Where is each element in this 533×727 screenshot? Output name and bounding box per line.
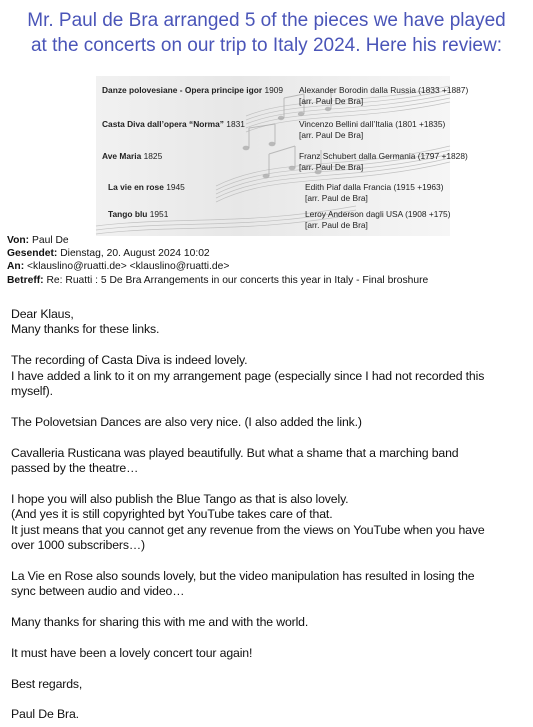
piece-year: 1909 bbox=[264, 85, 284, 95]
piece-year: 1945 bbox=[166, 182, 185, 192]
piece-title: Tango blu bbox=[108, 209, 148, 219]
body-line: Cavalleria Rusticana was played beautifully. But what a shame that a marching band bbox=[11, 445, 459, 460]
piece-arranger: [arr. Paul De Bra] bbox=[299, 130, 364, 140]
blue-tango-paragraph bbox=[11, 492, 531, 554]
body-line: The recording of Casta Diva is indeed lovely. bbox=[11, 353, 248, 368]
thanks-sharing-paragraph bbox=[11, 615, 531, 630]
piece-title: Danze polovesiane - Opera principe igor bbox=[102, 85, 263, 95]
to-value: <klauslino@ruatti.de> <klauslino@ruatti.de> bbox=[27, 261, 230, 273]
piece-title: Casta Diva dall’opera “Norma” bbox=[102, 119, 224, 129]
signature-paragraph bbox=[11, 707, 531, 722]
greeting-paragraph bbox=[11, 307, 531, 338]
body-line: It just means that you cannot get any revenue from the views on YouTube when you have bbox=[11, 522, 485, 537]
piece-arranger: [arr. Paul De Bra] bbox=[299, 162, 364, 172]
email-sent-line bbox=[7, 247, 428, 260]
piece-composer: Franz Schubert dalla Germania (1797 +1828) bbox=[299, 151, 468, 161]
piece-title: La vie en rose bbox=[108, 182, 164, 192]
sent-value: Dienstag, 20. August 2024 10:02 bbox=[60, 248, 210, 260]
sheet-music-background-image bbox=[96, 76, 469, 236]
page-heading bbox=[0, 8, 533, 58]
from-value: Paul De bbox=[32, 235, 69, 246]
email-subject-line bbox=[7, 274, 428, 287]
casta-diva-paragraph bbox=[11, 353, 531, 399]
body-line: I have added a link to it on my arrangement page (especially since I had not recorded this bbox=[11, 368, 485, 383]
piece-arranger: [arr. Paul De Bra] bbox=[299, 96, 364, 106]
piece-year: 1951 bbox=[149, 209, 169, 219]
body-line: Many thanks for sharing this with me and with the world. bbox=[11, 615, 309, 630]
body-line: It must have been a lovely concert tour again! bbox=[11, 645, 253, 660]
heading-line-2: at the concerts on our trip to Italy 2024. Here his review: bbox=[30, 35, 502, 56]
la-vie-en-rose-paragraph bbox=[11, 569, 531, 600]
body-line: myself). bbox=[11, 384, 53, 399]
piece-year: 1825 bbox=[143, 151, 163, 161]
polovetsian-paragraph bbox=[11, 415, 531, 430]
greeting: Dear Klaus, bbox=[11, 307, 74, 321]
from-label: Von: bbox=[7, 235, 30, 246]
email-body bbox=[11, 307, 531, 723]
piece-composer: Leroy Anderson dagli USA (1908 +175) bbox=[305, 209, 451, 219]
to-label: An: bbox=[7, 261, 25, 273]
thanks-line: Many thanks for these links. bbox=[11, 322, 160, 337]
piece-year: 1831 bbox=[226, 119, 245, 129]
closing: Best regards, bbox=[11, 676, 83, 691]
body-line: (And yes it is still copyrighted byt YouTube takes care of that. bbox=[11, 507, 333, 522]
piece-arranger: [arr. Paul de Bra] bbox=[305, 193, 368, 203]
subject-value: Re: Ruatti : 5 De Bra Arrangements in our concerts this year in Italy - Final broshure bbox=[46, 274, 429, 286]
email-to-line bbox=[7, 260, 428, 273]
piece-composer: Vincenzo Bellini dall’Italia (1801 +1835) bbox=[299, 119, 446, 129]
piece-arranger: [arr. Paul de Bra] bbox=[305, 220, 368, 230]
email-from-line bbox=[7, 234, 428, 247]
body-line: I hope you will also publish the Blue Tango as that is also lovely. bbox=[11, 491, 349, 506]
body-line: sync between audio and video… bbox=[11, 584, 185, 599]
piece-title: Ave Maria bbox=[102, 151, 142, 161]
sent-label: Gesendet: bbox=[7, 248, 58, 260]
signature: Paul De Bra. bbox=[11, 707, 79, 722]
body-line: passed by the theatre… bbox=[11, 461, 139, 476]
concert-tour-paragraph bbox=[11, 646, 531, 661]
piece-composer: Alexander Borodin dalla Russia (1833 +1887) bbox=[299, 85, 469, 95]
body-line: over 1000 subscribers…) bbox=[11, 538, 145, 553]
piece-composer: Edith Piaf dalla Francia (1915 +1963) bbox=[305, 182, 444, 192]
email-header bbox=[7, 234, 428, 287]
closing-paragraph bbox=[11, 677, 531, 692]
subject-label: Betreff: bbox=[7, 274, 44, 286]
heading-line-1: Mr. Paul de Bra arranged 5 of the pieces we have played bbox=[27, 10, 506, 31]
body-line: The Polovetsian Dances are also very nice. (I also added the link.) bbox=[11, 414, 362, 429]
cavalleria-paragraph bbox=[11, 446, 531, 477]
body-line: La Vie en Rose also sounds lovely, but the video manipulation has resulted in losing the bbox=[11, 568, 475, 583]
